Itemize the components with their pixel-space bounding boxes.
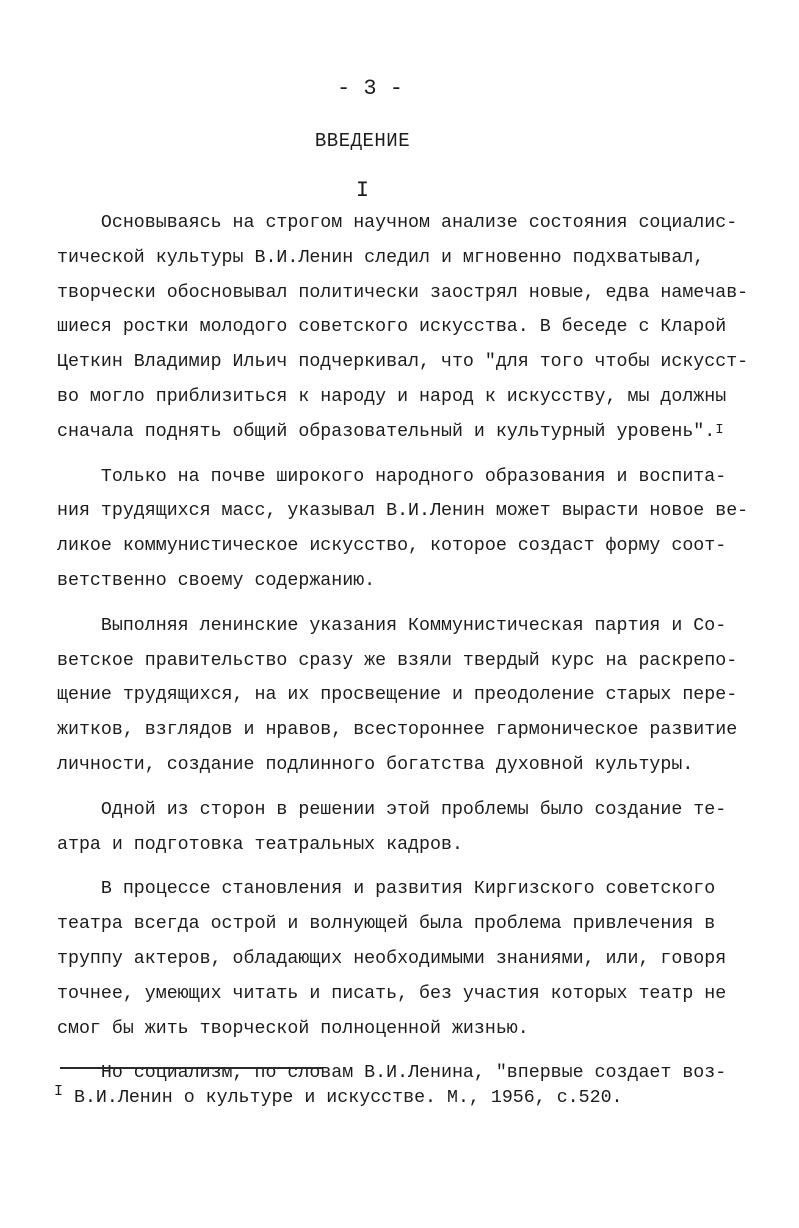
text-line-content: В процессе становления и развития Киргизского советского [57, 879, 716, 900]
text-line [57, 206, 757, 241]
text-line [57, 380, 757, 415]
text-line-content: труппу актеров, обладающих необходимыми знаниями, или, говоря [57, 948, 727, 969]
text-line [57, 241, 757, 276]
text-line [57, 793, 757, 828]
text-line [57, 977, 757, 1012]
text-line-content: тической культуры В.И.Ленин следил и мгновенно подхватывал, [57, 247, 705, 268]
text-line [57, 1056, 757, 1091]
body-text [57, 206, 757, 1091]
text-line [57, 460, 757, 495]
footnote-text: В.И.Ленин о культуре и искусстве. М., 1956, с.520. [63, 1088, 623, 1108]
text-line [57, 942, 757, 977]
text-line [57, 529, 757, 564]
text-line-content: Но социализм, по словам В.И.Ленина, "впервые создает воз- [57, 1063, 727, 1084]
footnote-marker: I [54, 1083, 64, 1100]
text-line [57, 828, 757, 863]
text-line [57, 609, 757, 644]
text-line [57, 415, 757, 450]
text-line-content: Только на почве широкого народного образования и воспита- [57, 466, 727, 487]
text-line [57, 345, 757, 380]
text-line [57, 1012, 757, 1047]
text-line-content: точнее, умеющих читать и писать, без участия которых театр не [57, 983, 727, 1004]
text-line-content: ликое коммунистическое искусство, которое создаст форму соот- [57, 536, 727, 557]
text-line [57, 748, 757, 783]
text-line-content: во могло приблизиться к народу и народ к искусству, мы должны [57, 386, 727, 407]
page-title: ВВЕДЕНИЕ [314, 130, 411, 152]
text-line-content: Основываясь на строгом научном анализе состояния социалис- [57, 213, 738, 233]
text-line-content: личности, создание подлинного богатства духовной культуры. [57, 754, 694, 775]
text-line-content: Цеткин Владимир Ильич подчеркивал, что "для того чтобы искусст- [57, 352, 749, 373]
text-line-content: шиеся ростки молодого советского искусства. В беседе с Кларой [57, 317, 727, 338]
text-line [57, 564, 757, 599]
text-line [57, 276, 757, 311]
page-number: - 3 - [336, 76, 403, 101]
text-line [57, 872, 757, 907]
text-line-content: ния трудящихся масс, указывал В.И.Ленин может вырасти новое ве- [57, 501, 749, 522]
text-line-content: Выполняя ленинские указания Коммунистическая партия и Со- [57, 615, 727, 636]
text-line [57, 644, 757, 679]
text-line [57, 678, 757, 713]
footnote-reference: I [715, 421, 724, 438]
text-line [57, 494, 757, 529]
footnote [54, 1083, 754, 1108]
text-line-content: ветское правительство сразу же взяли твердый курс на раскрепо- [57, 650, 738, 671]
text-line-content: щение трудящихся, на их просвещение и преодоление старых пере- [57, 685, 738, 706]
text-line-content: смог бы жить творческой полноценной жизнью. [57, 1018, 529, 1039]
text-line-content: сначала поднять общий образовательный и культурный уровень". [57, 421, 716, 442]
text-line-content: атра и подготовка театральных кадров. [57, 834, 463, 855]
text-line-content: Одной из сторон в решении этой проблемы было создание те- [57, 799, 727, 820]
text-line [57, 713, 757, 748]
text-line [57, 310, 757, 345]
footnote-divider [60, 1067, 322, 1069]
text-line-content: театра всегда острой и волнующей была проблема привлечения в [57, 914, 716, 935]
text-line-content: житков, взглядов и нравов, всестороннее гармоническое развитие [57, 720, 738, 741]
text-line-content: ветственно своему содержанию. [57, 570, 376, 591]
text-line-content: творчески обосновывал политически заострял новые, едва намечав- [57, 282, 749, 303]
section-number: I [355, 178, 370, 203]
text-line [57, 907, 757, 942]
